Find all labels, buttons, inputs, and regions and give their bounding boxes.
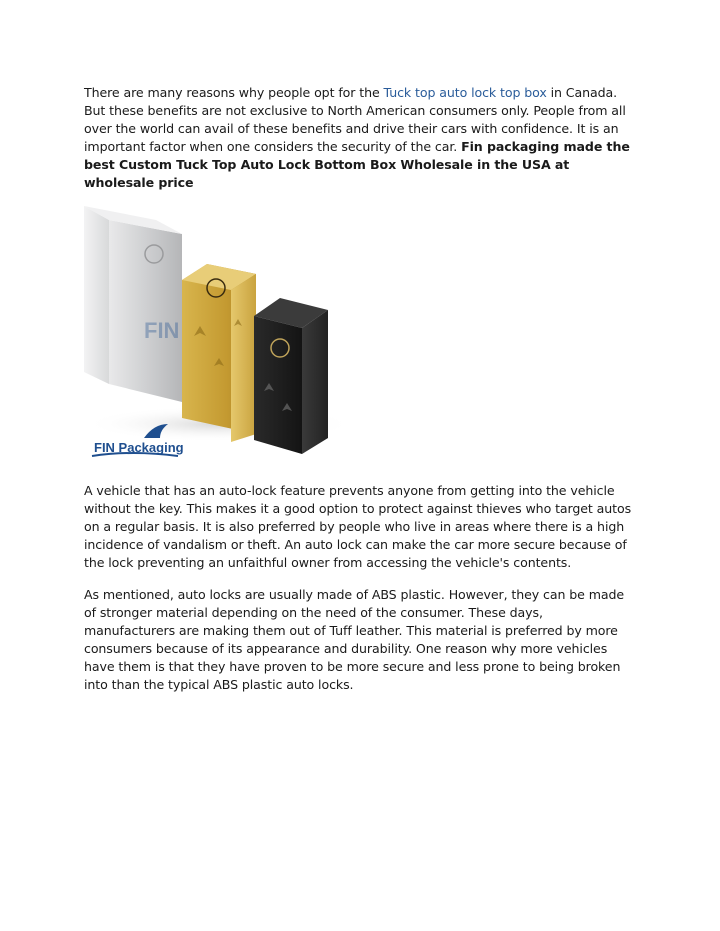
gold-box — [182, 264, 256, 442]
tuck-top-box-link[interactable]: Tuck top auto lock top box — [383, 85, 547, 100]
auto-lock-paragraph: A vehicle that has an auto-lock feature prevents anyone from getting into the vehicle without the key. This makes it a good option to protect against thieves who target autos on a regular basis. It is also preferred by people who live in areas where there is a high incidence of vandalism or theft. An auto lock can make the car more secure because of the lock preventing an unfaithful owner from accessing the vehicle's contents. — [84, 483, 632, 570]
material-paragraph: As mentioned, auto locks are usually made of ABS plastic. However, they can be made of stronger material depending on the need of the consumer. These days, manufacturers are making them out of Tuff leather. This material is preferred by more consumers because of its appearance and durability. One reason why more vehicles have them is that they have proven to be more secure and less prone to being broken into than the typical ABS plastic auto locks. — [84, 587, 625, 692]
intro-paragraph — [84, 84, 636, 192]
document-body — [84, 84, 636, 694]
silver-box — [84, 206, 182, 402]
boxes-illustration — [84, 206, 354, 464]
svg-text:FIN Packaging: FIN Packaging — [94, 440, 184, 455]
intro-bold-text: Fin packaging made the best Custom Tuck Top Auto Lock Bottom Box Wholesale in the USA at wholesale price — [84, 139, 630, 190]
intro-text: There are many reasons why people opt for the — [84, 85, 384, 100]
intro-text-continued: in Canada. But these benefits are not exclusive to North American consumers only. People from all over the world can avail of these benefits and drive their cars with confidence. It is an important factor when one considers the security of the car. — [84, 85, 626, 154]
watermark-text: FIN — [144, 318, 180, 343]
black-box — [254, 298, 328, 454]
product-image — [84, 206, 354, 464]
